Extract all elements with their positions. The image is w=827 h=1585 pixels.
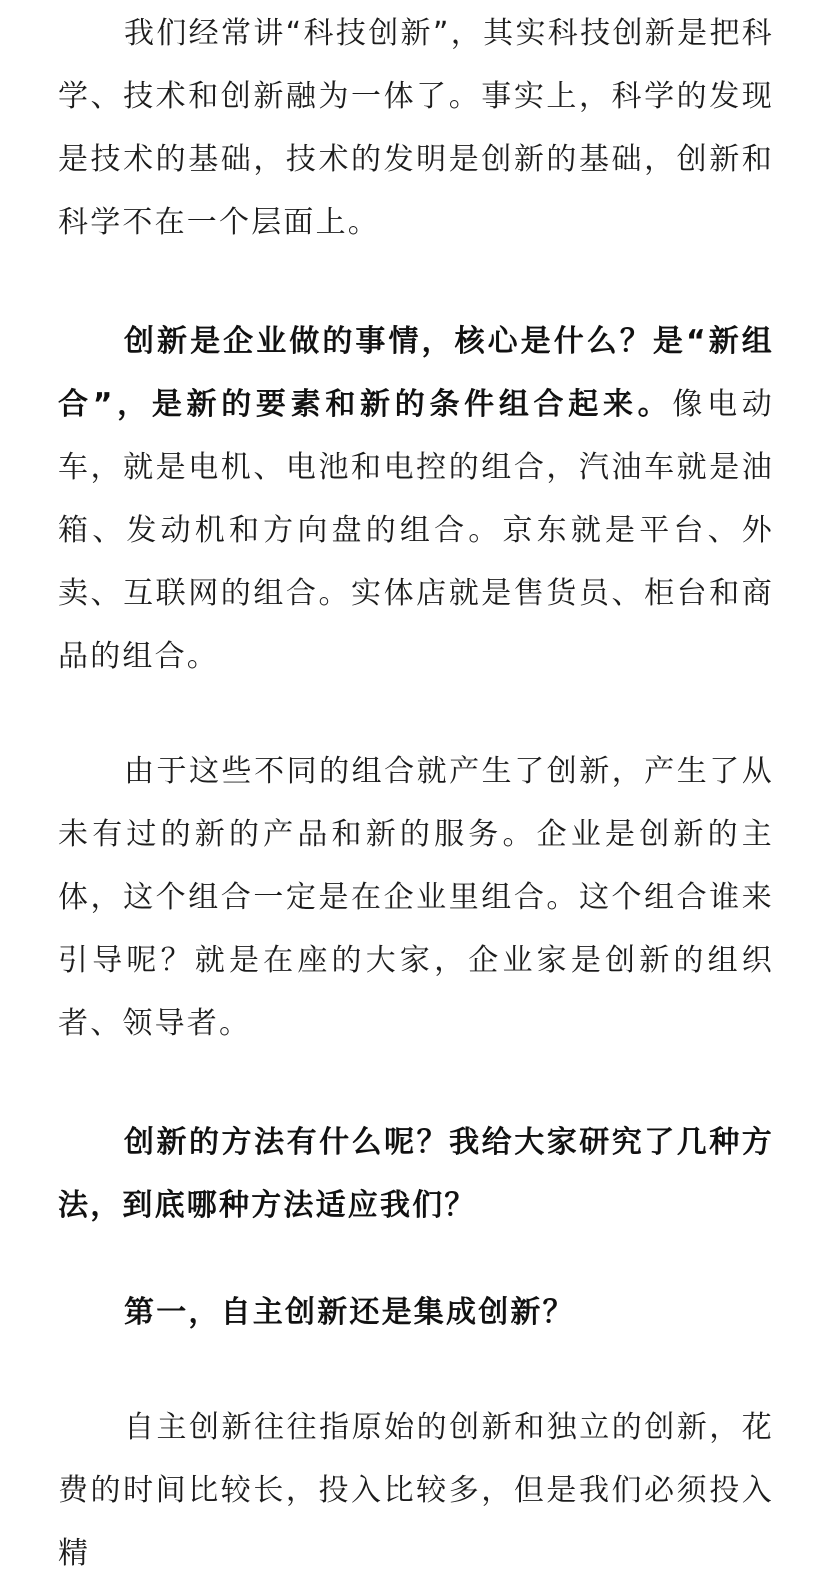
article-body: [58, 0, 774, 1585]
paragraph-innovation-methods: [58, 1111, 774, 1237]
paragraph-text: 我们经常讲“科技创新”，其实科技创新是把科学、技术和创新融为一体了。事实上，科学的发现是技术的基础，技术的发明是创新的基础，创新和科学不在一个层面上。: [58, 16, 774, 240]
section-heading-first: [58, 1281, 774, 1344]
paragraph-text: 自主创新往往指原始的创新和独立的创新，花费的时间比较长，投入比较多，但是我们必须投入精: [58, 1410, 774, 1571]
paragraph-bold-lead: 创新的方法有什么呢？我给大家研究了几种方法，到底哪种方法适应我们？: [58, 1125, 774, 1223]
paragraph-bold-lead: 创新是企业做的事情，核心是什么？是“新组合”，是新的要素和新的条件组合起来。: [58, 324, 774, 422]
paragraph-new-combination: [58, 310, 774, 688]
paragraph-bold-lead: 第一，自主创新还是集成创新？: [124, 1295, 575, 1330]
paragraph-text: 像电动车，就是电机、电池和电控的组合，汽油车就是油箱、发动机和方向盘的组合。京东就是平台、外卖、互联网的组合。实体店就是售货员、柜台和商品的组合。: [58, 387, 774, 674]
paragraph-independent-innovation: [58, 1396, 774, 1585]
paragraph-science-tech-innovation: [58, 2, 774, 254]
paragraph-text: 由于这些不同的组合就产生了创新，产生了从未有过的新的产品和新的服务。企业是创新的主体，这个组合一定是在企业里组合。这个组合谁来引导呢？就是在座的大家，企业家是创新的组织者、领导者。: [58, 754, 774, 1041]
paragraph-enterprise-subject: [58, 740, 774, 1055]
